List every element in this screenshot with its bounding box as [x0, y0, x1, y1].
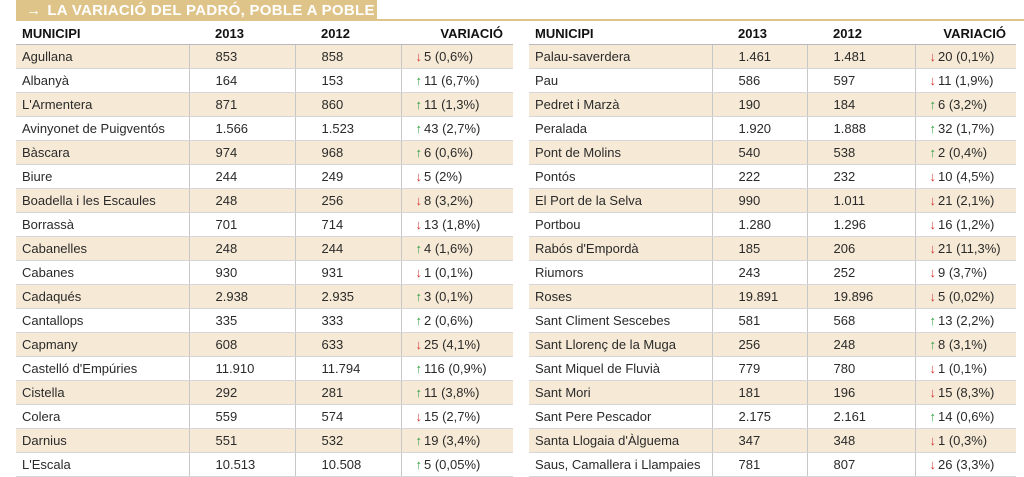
population-2013: 853 [189, 45, 295, 69]
variation-cell [401, 69, 513, 93]
table-row [16, 285, 513, 309]
arrow-down-icon: ↓ [929, 193, 936, 208]
population-2013: 248 [189, 237, 295, 261]
variation-value: 8 (3,2%) [424, 193, 474, 208]
population-2012: 2.161 [807, 405, 915, 429]
population-2012: 333 [295, 309, 401, 333]
table-row [16, 381, 513, 405]
population-2013: 559 [189, 405, 295, 429]
arrow-down-icon: ↓ [415, 217, 422, 232]
table-row [529, 357, 1016, 381]
variation-cell [915, 189, 1016, 213]
variation-cell [401, 93, 513, 117]
variation-value: 25 (4,1%) [424, 337, 481, 352]
population-2013: 292 [189, 381, 295, 405]
variation-value: 15 (8,3%) [938, 385, 995, 400]
arrow-down-icon: ↓ [415, 193, 422, 208]
col-header-2013: 2013 [712, 22, 807, 45]
variation-cell [915, 237, 1016, 261]
variation-cell [915, 357, 1016, 381]
table-row [16, 45, 513, 69]
population-2012: 256 [295, 189, 401, 213]
arrow-down-icon: ↓ [929, 265, 936, 280]
variation-value: 116 (0,9%) [424, 361, 487, 376]
population-2013: 1.566 [189, 117, 295, 141]
municipality-name: Sant Llorenç de la Muga [529, 333, 712, 357]
population-2012: 249 [295, 165, 401, 189]
population-2013: 930 [189, 261, 295, 285]
municipality-name: Peralada [529, 117, 712, 141]
variation-value: 20 (0,1%) [938, 49, 995, 64]
col-header-variacio: VARIACIÓ [915, 22, 1016, 45]
population-2013: 581 [712, 309, 807, 333]
table-header-row [529, 22, 1016, 45]
table-row [529, 285, 1016, 309]
population-2013: 779 [712, 357, 807, 381]
population-2013: 701 [189, 213, 295, 237]
municipality-name: Biure [16, 165, 189, 189]
arrow-up-icon: ↑ [415, 145, 422, 160]
population-2013: 335 [189, 309, 295, 333]
col-header-variacio: VARIACIÓ [401, 22, 513, 45]
col-header-2012: 2012 [295, 22, 401, 45]
arrow-down-icon: ↓ [929, 433, 936, 448]
arrow-down-icon: ↓ [929, 289, 936, 304]
population-2012: 538 [807, 141, 915, 165]
table-row [529, 69, 1016, 93]
population-2012: 968 [295, 141, 401, 165]
population-2013: 608 [189, 333, 295, 357]
municipality-name: Sant Climent Sescebes [529, 309, 712, 333]
municipality-name: Cantallops [16, 309, 189, 333]
table-row [16, 189, 513, 213]
population-2013: 2.175 [712, 405, 807, 429]
variation-value: 11 (1,9%) [938, 73, 994, 88]
population-2013: 586 [712, 69, 807, 93]
variation-cell [915, 117, 1016, 141]
arrow-right-icon: → [26, 2, 42, 19]
population-2012: 244 [295, 237, 401, 261]
population-2012: 248 [807, 333, 915, 357]
variation-cell [915, 69, 1016, 93]
population-2012: 11.794 [295, 357, 401, 381]
population-2012: 633 [295, 333, 401, 357]
table-row [16, 357, 513, 381]
population-2013: 540 [712, 141, 807, 165]
municipality-name: L'Escala [16, 453, 189, 477]
table-row [529, 213, 1016, 237]
arrow-up-icon: ↑ [415, 433, 422, 448]
variation-cell [401, 381, 513, 405]
population-2013: 551 [189, 429, 295, 453]
variation-value: 10 (4,5%) [938, 169, 995, 184]
municipality-name: Roses [529, 285, 712, 309]
variation-value: 32 (1,7%) [938, 121, 995, 136]
arrow-down-icon: ↓ [929, 169, 936, 184]
population-2012: 153 [295, 69, 401, 93]
arrow-up-icon: ↑ [929, 313, 936, 328]
arrow-down-icon: ↓ [415, 265, 422, 280]
table-row [16, 69, 513, 93]
municipality-name: Pau [529, 69, 712, 93]
variation-value: 6 (0,6%) [424, 145, 474, 160]
population-2013: 243 [712, 261, 807, 285]
variation-cell [915, 93, 1016, 117]
variation-cell [401, 453, 513, 477]
variation-value: 2 (0,6%) [424, 313, 474, 328]
population-2013: 990 [712, 189, 807, 213]
arrow-down-icon: ↓ [415, 49, 422, 64]
municipality-name: Pont de Molins [529, 141, 712, 165]
population-2013: 347 [712, 429, 807, 453]
table-row [16, 453, 513, 477]
table-row [16, 237, 513, 261]
population-2013: 19.891 [712, 285, 807, 309]
population-2013: 248 [189, 189, 295, 213]
arrow-up-icon: ↑ [415, 457, 422, 472]
arrow-up-icon: ↑ [415, 385, 422, 400]
population-2012: 780 [807, 357, 915, 381]
variation-value: 3 (0,1%) [424, 289, 474, 304]
population-2013: 11.910 [189, 357, 295, 381]
table-row [529, 93, 1016, 117]
variation-value: 11 (6,7%) [424, 73, 480, 88]
table-row [16, 213, 513, 237]
municipality-name: Darnius [16, 429, 189, 453]
variation-cell [915, 261, 1016, 285]
variation-value: 5 (0,6%) [424, 49, 474, 64]
variation-cell [401, 333, 513, 357]
municipality-name: Borrassà [16, 213, 189, 237]
variation-value: 11 (3,8%) [424, 385, 480, 400]
municipality-name: Cadaqués [16, 285, 189, 309]
arrow-down-icon: ↓ [929, 385, 936, 400]
table-row [529, 261, 1016, 285]
population-2012: 1.523 [295, 117, 401, 141]
table-row [16, 309, 513, 333]
population-2012: 931 [295, 261, 401, 285]
variation-cell [915, 285, 1016, 309]
arrow-up-icon: ↑ [929, 145, 936, 160]
table-row [529, 237, 1016, 261]
variation-cell [915, 405, 1016, 429]
arrow-down-icon: ↓ [929, 217, 936, 232]
arrow-down-icon: ↓ [415, 409, 422, 424]
variation-value: 8 (3,1%) [938, 337, 988, 352]
variation-value: 43 (2,7%) [424, 121, 481, 136]
table-row [16, 333, 513, 357]
municipality-name: Capmany [16, 333, 189, 357]
municipality-name: Colera [16, 405, 189, 429]
population-2013: 1.461 [712, 45, 807, 69]
variation-value: 1 (0,1%) [424, 265, 474, 280]
variation-cell [915, 453, 1016, 477]
variation-cell [401, 141, 513, 165]
municipality-name: Boadella i les Escaules [16, 189, 189, 213]
table-row [529, 381, 1016, 405]
population-2012: 597 [807, 69, 915, 93]
variation-cell [915, 141, 1016, 165]
population-2012: 574 [295, 405, 401, 429]
table-row [16, 141, 513, 165]
population-2012: 232 [807, 165, 915, 189]
arrow-down-icon: ↓ [415, 169, 422, 184]
table-row [16, 93, 513, 117]
variation-cell [401, 405, 513, 429]
col-header-2013: 2013 [189, 22, 295, 45]
variation-cell [915, 333, 1016, 357]
arrow-up-icon: ↑ [415, 241, 422, 256]
municipality-name: Sant Miquel de Fluvià [529, 357, 712, 381]
municipality-name: Sant Pere Pescador [529, 405, 712, 429]
table-row [16, 261, 513, 285]
variation-cell [401, 189, 513, 213]
table-row [16, 429, 513, 453]
population-2013: 2.938 [189, 285, 295, 309]
population-2012: 1.888 [807, 117, 915, 141]
population-2013: 164 [189, 69, 295, 93]
arrow-up-icon: ↑ [415, 121, 422, 136]
table-row [529, 309, 1016, 333]
municipality-name: Cistella [16, 381, 189, 405]
variation-value: 5 (0,05%) [424, 457, 481, 472]
population-2013: 10.513 [189, 453, 295, 477]
municipality-name: Cabanelles [16, 237, 189, 261]
variation-value: 9 (3,7%) [938, 265, 988, 280]
population-2012: 281 [295, 381, 401, 405]
variation-value: 15 (2,7%) [424, 409, 481, 424]
population-table-left [16, 22, 513, 477]
arrow-up-icon: ↑ [415, 73, 422, 88]
population-2012: 348 [807, 429, 915, 453]
variation-value: 2 (0,4%) [938, 145, 988, 160]
variation-value: 4 (1,6%) [424, 241, 474, 256]
table-row [529, 405, 1016, 429]
population-table-right [529, 22, 1016, 477]
municipality-name: Santa Llogaia d'Àlguema [529, 429, 712, 453]
section-banner [16, 0, 377, 21]
variation-value: 13 (1,8%) [424, 217, 481, 232]
table-row [16, 165, 513, 189]
variation-value: 1 (0,3%) [938, 433, 988, 448]
municipality-name: Pedret i Marzà [529, 93, 712, 117]
table-header-row [16, 22, 513, 45]
variation-value: 5 (2%) [424, 169, 463, 184]
variation-cell [401, 45, 513, 69]
arrow-down-icon: ↓ [415, 337, 422, 352]
population-2013: 181 [712, 381, 807, 405]
variation-cell [401, 117, 513, 141]
variation-cell [915, 45, 1016, 69]
col-header-municipi: MUNICIPI [529, 22, 712, 45]
arrow-up-icon: ↑ [929, 337, 936, 352]
population-2013: 1.280 [712, 213, 807, 237]
municipality-name: Agullana [16, 45, 189, 69]
variation-value: 6 (3,2%) [938, 97, 988, 112]
population-2012: 714 [295, 213, 401, 237]
municipality-name: El Port de la Selva [529, 189, 712, 213]
variation-value: 21 (11,3%) [938, 241, 1001, 256]
variation-value: 26 (3,3%) [938, 457, 995, 472]
table-row [529, 45, 1016, 69]
table-row [529, 117, 1016, 141]
variation-cell [915, 381, 1016, 405]
variation-value: 13 (2,2%) [938, 313, 995, 328]
col-header-municipi: MUNICIPI [16, 22, 189, 45]
municipality-name: Pontós [529, 165, 712, 189]
arrow-up-icon: ↑ [415, 313, 422, 328]
arrow-up-icon: ↑ [415, 361, 422, 376]
variation-value: 21 (2,1%) [938, 193, 995, 208]
arrow-down-icon: ↓ [929, 457, 936, 472]
municipality-name: Riumors [529, 261, 712, 285]
population-2012: 858 [295, 45, 401, 69]
municipality-name: Saus, Camallera i Llampaies [529, 453, 712, 477]
population-2013: 871 [189, 93, 295, 117]
variation-cell [401, 165, 513, 189]
population-2012: 2.935 [295, 285, 401, 309]
population-2013: 222 [712, 165, 807, 189]
population-2013: 256 [712, 333, 807, 357]
variation-cell [401, 213, 513, 237]
population-2012: 568 [807, 309, 915, 333]
municipality-name: Castelló d'Empúries [16, 357, 189, 381]
arrow-down-icon: ↓ [929, 241, 936, 256]
variation-value: 19 (3,4%) [424, 433, 481, 448]
population-2012: 196 [807, 381, 915, 405]
variation-cell [915, 429, 1016, 453]
population-2013: 781 [712, 453, 807, 477]
variation-cell [401, 285, 513, 309]
variation-cell [401, 261, 513, 285]
municipality-name: Palau-saverdera [529, 45, 712, 69]
municipality-name: L'Armentera [16, 93, 189, 117]
population-2012: 184 [807, 93, 915, 117]
variation-value: 5 (0,02%) [938, 289, 995, 304]
col-header-2012: 2012 [807, 22, 915, 45]
population-2013: 185 [712, 237, 807, 261]
variation-value: 1 (0,1%) [938, 361, 988, 376]
population-2012: 206 [807, 237, 915, 261]
banner-rule [377, 19, 1024, 21]
municipality-name: Albanyà [16, 69, 189, 93]
variation-cell [915, 213, 1016, 237]
arrow-down-icon: ↓ [929, 73, 936, 88]
population-2012: 860 [295, 93, 401, 117]
population-2012: 1.011 [807, 189, 915, 213]
population-2012: 532 [295, 429, 401, 453]
variation-cell [401, 429, 513, 453]
banner-title: LA VARIACIÓ DEL PADRÓ, POBLE A POBLE [47, 2, 375, 19]
table-row [529, 333, 1016, 357]
variation-cell [401, 357, 513, 381]
population-2012: 19.896 [807, 285, 915, 309]
population-2012: 252 [807, 261, 915, 285]
variation-value: 11 (1,3%) [424, 97, 480, 112]
variation-value: 16 (1,2%) [938, 217, 995, 232]
variation-cell [915, 309, 1016, 333]
table-row [529, 165, 1016, 189]
arrow-up-icon: ↑ [929, 409, 936, 424]
population-2013: 190 [712, 93, 807, 117]
arrow-up-icon: ↑ [415, 289, 422, 304]
table-row [16, 117, 513, 141]
variation-cell [401, 309, 513, 333]
population-2013: 244 [189, 165, 295, 189]
arrow-down-icon: ↓ [929, 361, 936, 376]
municipality-name: Avinyonet de Puigventós [16, 117, 189, 141]
population-2013: 974 [189, 141, 295, 165]
variation-cell [915, 165, 1016, 189]
municipality-name: Sant Mori [529, 381, 712, 405]
municipality-name: Bàscara [16, 141, 189, 165]
table-row [16, 405, 513, 429]
municipality-name: Cabanes [16, 261, 189, 285]
table-row [529, 453, 1016, 477]
variation-cell [401, 237, 513, 261]
arrow-up-icon: ↑ [929, 97, 936, 112]
table-row [529, 429, 1016, 453]
population-2012: 1.296 [807, 213, 915, 237]
arrow-up-icon: ↑ [415, 97, 422, 112]
table-row [529, 189, 1016, 213]
municipality-name: Rabós d'Empordà [529, 237, 712, 261]
municipality-name: Portbou [529, 213, 712, 237]
variation-value: 14 (0,6%) [938, 409, 995, 424]
arrow-down-icon: ↓ [929, 49, 936, 64]
population-2012: 1.481 [807, 45, 915, 69]
population-2012: 10.508 [295, 453, 401, 477]
table-row [529, 141, 1016, 165]
population-2012: 807 [807, 453, 915, 477]
arrow-up-icon: ↑ [929, 121, 936, 136]
population-2013: 1.920 [712, 117, 807, 141]
